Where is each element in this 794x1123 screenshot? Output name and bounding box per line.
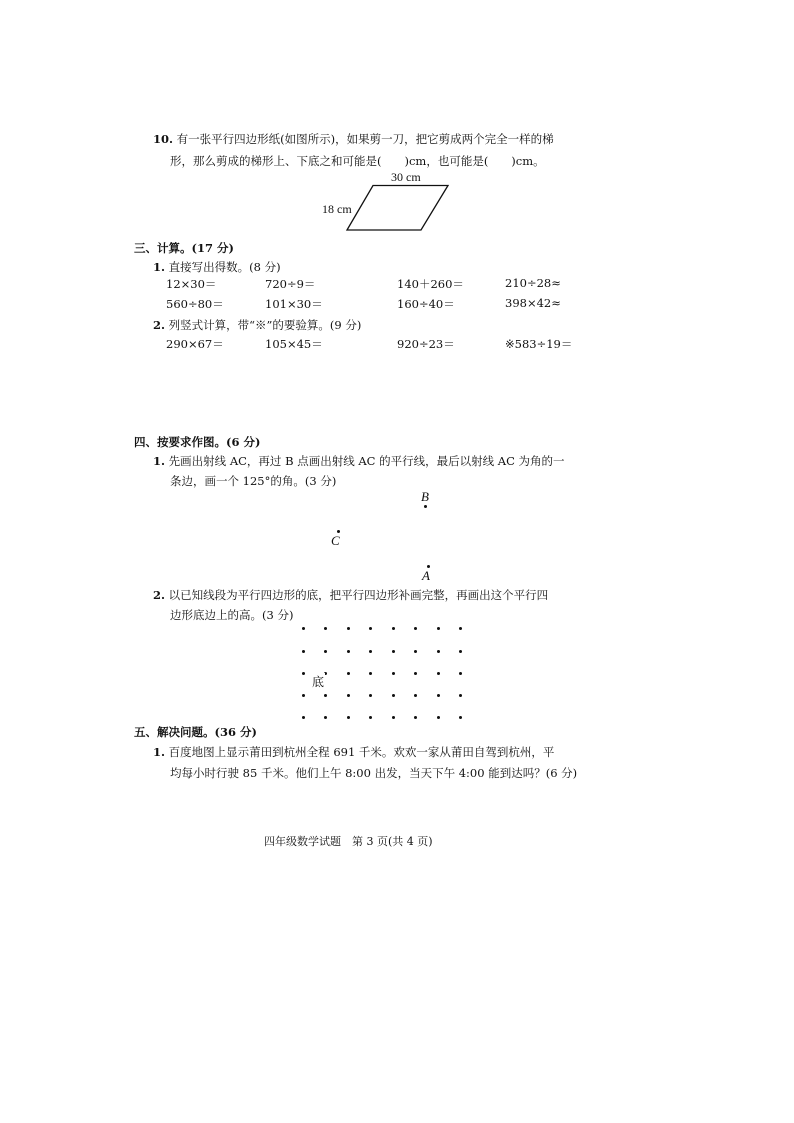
grid-dot [392,627,395,630]
parallelogram-top-label: 30 cm [391,170,421,184]
s4-q1-number: 1. [153,454,166,468]
grid-dot [324,627,327,630]
grid-dot [347,694,350,697]
grid-dot [302,627,305,630]
grid-dot [369,627,372,630]
grid-dot [302,694,305,697]
grid-dot [369,716,372,719]
grid-dot [347,627,350,630]
grid-dot [459,716,462,719]
grid-dot [437,694,440,697]
section4-title: 四、按要求作图。(6 分) [134,435,261,449]
s3-q2 [153,315,361,335]
q10-line2: 形，那么剪成的梯形上、下底之和可能是( )cm，也可能是( )cm。 [170,154,545,168]
grid-dot [414,694,417,697]
calc-2-2: 101×30＝ [265,297,323,311]
grid-dot [369,672,372,675]
q10-line1 [153,128,554,150]
parallelogram-side-label: 18 cm [322,202,352,216]
grid-dot [392,716,395,719]
q10-number: 10. [153,132,174,146]
calc-1-1: 12×30＝ [166,277,217,291]
q10-text-1: 有一张平行四边形纸(如图所示)，如果剪一刀，把它剪成两个完全一样的梯 [176,132,554,146]
s5-q1-line1 [153,741,554,763]
parallelogram-figure [345,184,450,232]
grid-dot [414,650,417,653]
grid-dot [302,672,305,675]
vcalc-1: 290×67＝ [166,337,224,351]
page-footer: 四年级数学试题 第 3 页(共 4 页) [264,835,433,848]
grid-dot [347,650,350,653]
s5-q1-number: 1. [153,745,166,759]
grid-dot [437,627,440,630]
s3-q1-number: 1. [153,260,166,274]
grid-dot [459,650,462,653]
grid-dot [324,694,327,697]
grid-dot [459,672,462,675]
vcalc-3: 920÷23＝ [397,337,455,351]
grid-dot [302,650,305,653]
s4-q1-line2: 条边，画一个 125°的角。(3 分) [170,474,337,488]
calc-2-1: 560÷80＝ [166,297,224,311]
grid-dot [347,716,350,719]
calc-2-4: 398×42≈ [505,296,561,310]
s3-q2-text: 列竖式计算，带“※”的要验算。(9 分) [168,318,362,332]
section3-title: 三、计算。(17 分) [134,241,234,255]
point-c-label: C [331,533,340,548]
grid-dot [369,694,372,697]
section5-title: 五、解决问题。(36 分) [134,725,257,739]
point-b-label: B [421,489,429,504]
grid-dot [459,694,462,697]
grid-dot [324,716,327,719]
grid-dot [369,650,372,653]
point-b-dot [424,505,427,508]
grid-dot [437,672,440,675]
grid-dot [459,627,462,630]
s4-q2-number: 2. [153,588,166,602]
grid-dot [324,650,327,653]
point-a-label: A [422,568,430,583]
grid-dot [437,716,440,719]
calc-1-3: 140＋260＝ [397,277,464,291]
grid-dot [437,650,440,653]
s3-q1 [153,257,281,277]
s3-q2-number: 2. [153,318,166,332]
calc-2-3: 160÷40＝ [397,297,455,311]
grid-dot [414,627,417,630]
grid-dot [392,694,395,697]
s5-q1-line2: 均每小时行驶 85 千米。他们上午 8:00 出发，当天下午 4:00 能到达吗？(6 分) [170,766,578,780]
vcalc-2: 105×45＝ [265,337,323,351]
calc-1-2: 720÷9＝ [265,277,316,291]
grid-dot [414,716,417,719]
grid-dot [302,716,305,719]
s4-q1-text-1: 先画出射线 AC，再过 B 点画出射线 AC 的平行线，最后以射线 AC 为角的一 [168,454,565,468]
s3-q1-text: 直接写出得数。(8 分) [168,260,281,274]
s4-q1-line1 [153,450,565,472]
s4-q2-line2: 边形底边上的高。(3 分) [170,608,294,622]
calc-1-4: 210÷28≈ [505,276,561,290]
s5-q1-text-1: 百度地图上显示莆田到杭州全程 691 千米。欢欢一家从莆田自驾到杭州，平 [168,745,555,759]
grid-dot [392,650,395,653]
grid-dot [392,672,395,675]
grid-dot [347,672,350,675]
s4-q2-text-1: 以已知线段为平行四边形的底，把平行四边形补画完整，再画出这个平行四 [168,588,549,602]
grid-dot [414,672,417,675]
s4-q2-line1 [153,584,548,606]
vcalc-4: ※583÷19＝ [505,337,573,351]
base-label: 底 [312,675,325,689]
